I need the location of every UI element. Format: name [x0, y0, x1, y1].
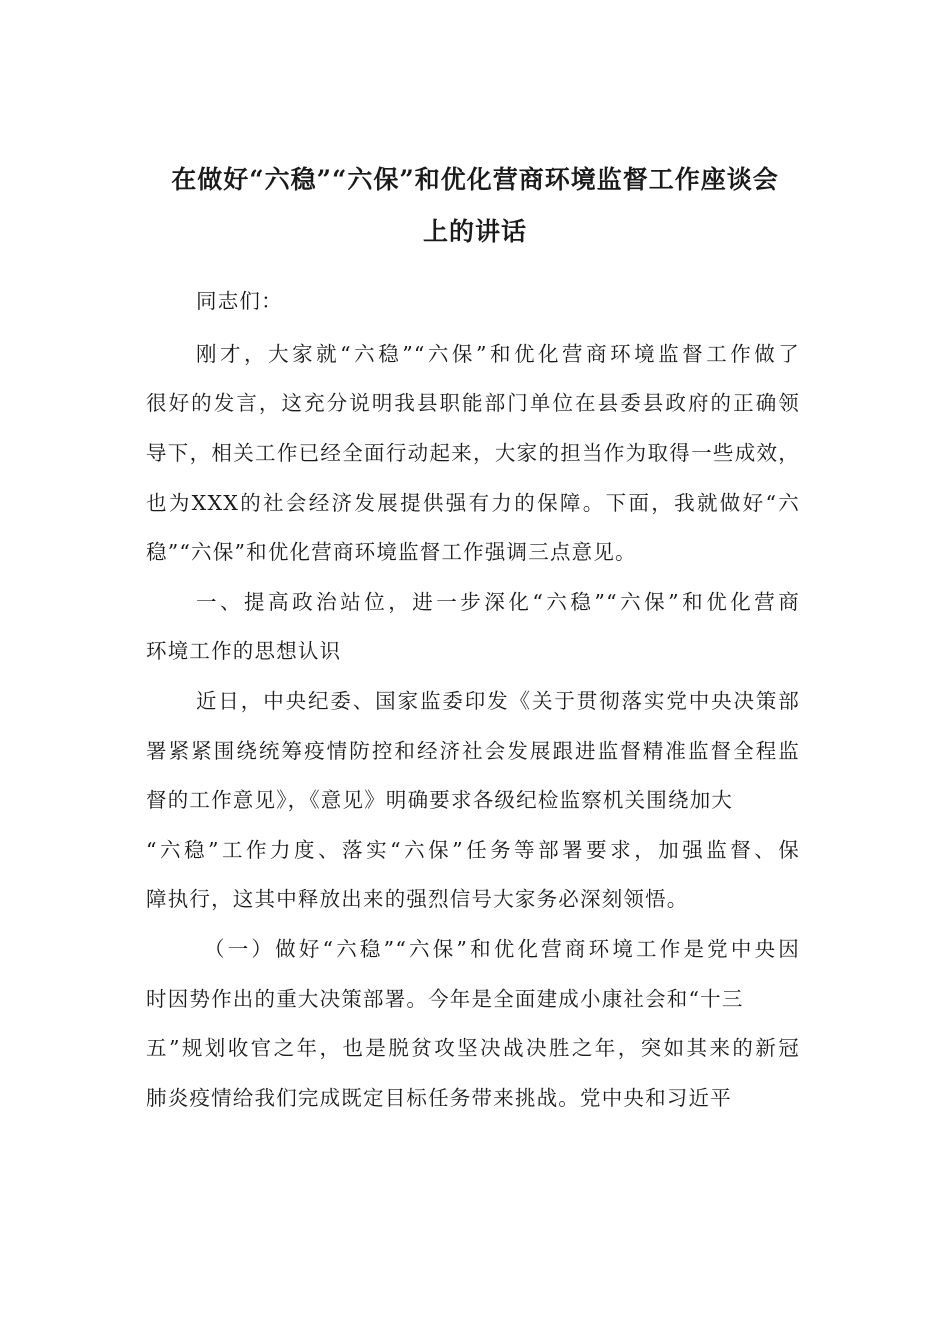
paragraph-1-line-2: 很好的发言，这充分说明我县职能部门单位在县委县政府的正确领: [146, 391, 800, 415]
subsection-1-line-4: 肺炎疫情给我们完成既定目标任务带来挑战。党中央和习近平: [146, 1086, 732, 1110]
paragraph-2-line-5: 障执行，这其中释放出来的强烈信号大家务必深刻领悟。: [146, 887, 689, 911]
paragraph-2-line-4: “六稳”工作力度、落实“六保”任务等部署要求，加强监督、保: [146, 838, 800, 862]
paragraph-1-line-4: 也为XXX的社会经济发展提供强有力的保障。下面，我就做好“六: [146, 491, 800, 515]
paragraph-2-line-2: 署紧紧围绕统筹疫情防控和经济社会发展跟进监督精准监督全程监: [146, 739, 800, 763]
paragraph-2-line-3: 督的工作意见》，《意见》明确要求各级纪检监察机关围绕加大: [146, 788, 734, 812]
subsection-1-line-2: 时因势作出的重大决策部署。今年是全面建成小康社会和“十三: [146, 987, 744, 1011]
section-heading-1-line-1: 一、提高政治站位，进一步深化“六稳”“六保”和优化营商: [196, 590, 800, 614]
paragraph-1-line-5: 稳”“六保”和优化营商环境监督工作强调三点意见。: [146, 540, 637, 564]
salutation: 同志们：: [196, 289, 283, 313]
paragraph-1-line-1: 刚才，大家就“六稳”“六保”和优化营商环境监督工作做了: [196, 342, 800, 366]
document-title-line-2: 上的讲话: [422, 217, 527, 246]
paragraph-1-line-3: 导下，相关工作已经全面行动起来，大家的担当作为取得一些成效，: [146, 441, 800, 465]
subsection-1-line-3: 五”规划收官之年，也是脱贫攻坚决战决胜之年，突如其来的新冠: [146, 1036, 800, 1060]
paragraph-2-line-1: 近日，中央纪委、国家监委印发《关于贯彻落实党中央决策部: [196, 689, 800, 713]
subsection-1-line-1: （一）做好“六稳”“六保”和优化营商环境工作是党中央因: [204, 937, 800, 961]
document-title-line-1: 在做好“六稳”“六保”和优化营商环境监督工作座谈会: [171, 165, 779, 194]
section-heading-1-line-2: 环境工作的思想认识: [146, 639, 342, 663]
